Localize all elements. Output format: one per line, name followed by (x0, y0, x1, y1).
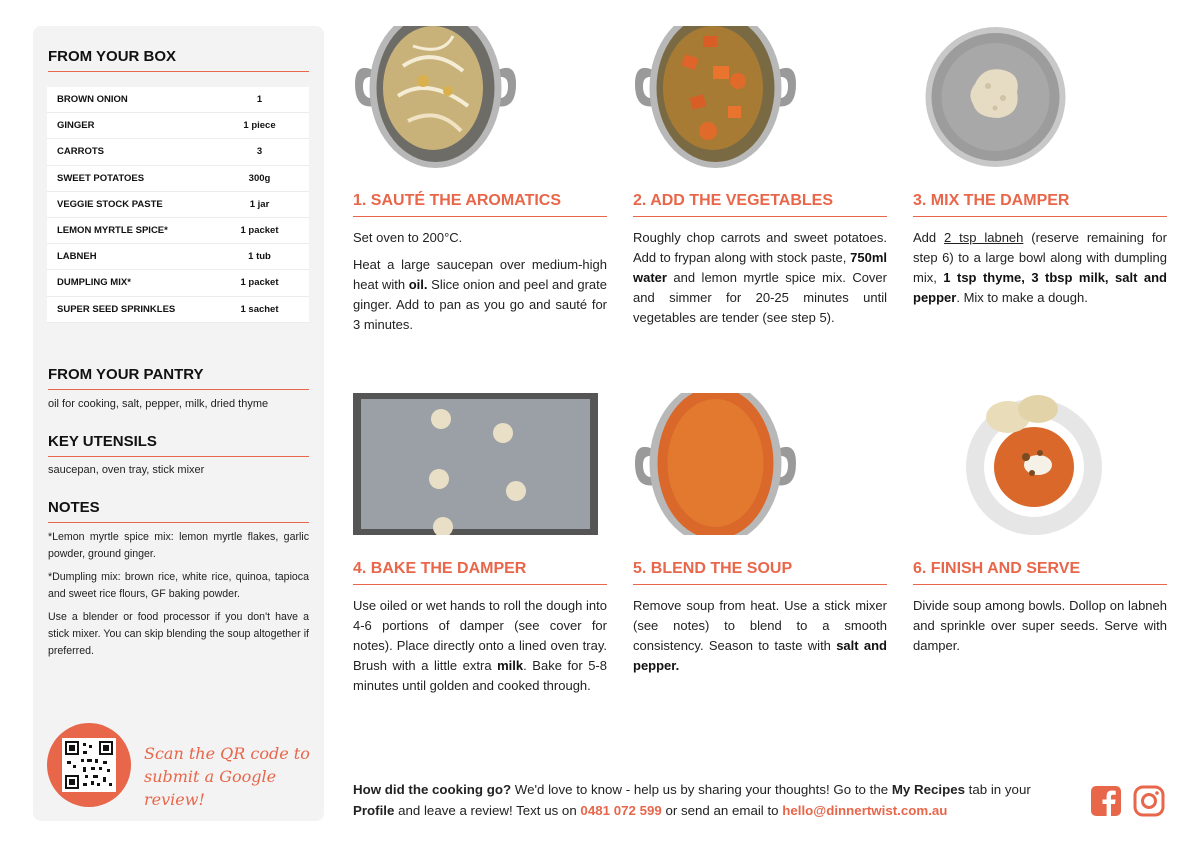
step2-text-a: Roughly chop carrots and sweet potatoes. Add to frypan along with stock paste, (633, 230, 887, 265)
step2-image (633, 26, 798, 168)
pantry-text: oil for cooking, salt, pepper, milk, dried thyme (48, 398, 269, 410)
step2-text (633, 228, 887, 335)
ingredient-name: BROWN ONION (57, 94, 128, 106)
footer-text-2: tab in your (964, 782, 1031, 797)
pantry-title: FROM YOUR PANTRY (48, 366, 309, 390)
ingredient-qty: 1 piece (243, 120, 276, 132)
step2-text-bold: 750ml water (633, 250, 887, 285)
table-row (47, 192, 309, 218)
utensils-title: KEY UTENSILS (48, 433, 309, 457)
qr-caption (144, 742, 314, 811)
step4-title: 4. BAKE THE DAMPER (353, 560, 607, 585)
note-item: *Lemon myrtle spice mix: lemon myrtle flakes, garlic powder, ground ginger. (48, 531, 309, 560)
step3-text-underline: 2 tsp labneh (944, 230, 1024, 245)
table-row (47, 113, 309, 139)
step3-title: 3. MIX THE DAMPER (913, 192, 1167, 217)
ingredient-qty: 1 packet (240, 277, 279, 289)
step6-image (958, 393, 1110, 535)
notes-list (48, 529, 309, 666)
qr-badge[interactable] (47, 723, 131, 807)
step1-text-bold: oil. (408, 277, 428, 292)
qr-code[interactable] (62, 738, 116, 792)
step4-text-bold: milk (497, 658, 524, 673)
step5-text-a: Remove soup from heat. Use a stick mixer (see notes) to blend to a smooth consistency. Season to taste with (633, 598, 887, 653)
step3-text-b: (reserve remaining for step 6) to a large bowl along with dumpling mix, (913, 230, 1167, 285)
step4-text-a: Use oiled or wet hands to roll the dough into 4-6 portions of damper (see cover for notes). Place directly onto a lined oven tray. Brush with a little extra (353, 598, 607, 673)
step1-image (353, 26, 518, 168)
step4-text-c: . Bake for 5-8 minutes until golden and cooked through. (353, 658, 607, 693)
from-box-title: FROM YOUR BOX (48, 48, 309, 72)
ingredient-qty: 1 tub (248, 251, 271, 263)
table-row (47, 270, 309, 296)
ingredient-qty: 1 (256, 94, 263, 106)
note-item: *Dumpling mix: brown rice, white rice, quinoa, tapioca and sweet rice flours, GF baking powder. (48, 571, 309, 600)
step4-image (353, 393, 598, 535)
step1-text-c: Slice onion and peel and grate ginger. Add to pan as you go and sauté for 3 minutes. (353, 277, 607, 332)
footer-text-4: or send an email to (661, 803, 783, 818)
table-row (47, 139, 309, 165)
step3-text-bold: 1 tsp thyme, 3 tbsp milk, salt and pepper (913, 270, 1167, 305)
table-row (47, 218, 309, 244)
ingredient-qty: 1 packet (240, 225, 279, 237)
ingredients-table (47, 87, 309, 323)
step5-text (633, 596, 887, 683)
table-row (47, 297, 309, 323)
step3-image (913, 26, 1078, 168)
footer-phone-link[interactable]: 0481 072 599 (580, 803, 662, 818)
facebook-icon[interactable] (1090, 785, 1122, 817)
qr-caption-line2: submit a Google review! (144, 767, 277, 809)
step3-text (913, 228, 1167, 315)
ingredient-qty: 300g (248, 172, 271, 184)
table-row (47, 166, 309, 192)
qr-caption-line1: Scan the QR code to (144, 744, 310, 763)
step5-image (633, 393, 798, 535)
ingredient-name: DUMPLING MIX* (57, 277, 131, 289)
footer-my-recipes: My Recipes (891, 782, 965, 797)
ingredient-qty: 3 (256, 146, 263, 158)
step4-text (353, 596, 607, 703)
step1-title: 1. SAUTÉ THE AROMATICS (353, 192, 607, 217)
ingredient-name: SWEET POTATOES (57, 172, 145, 184)
footer-text-1: We'd love to know - help us by sharing your thoughts! Go to the (511, 782, 892, 797)
ingredient-name: LEMON MYRTLE SPICE* (57, 225, 168, 237)
step1-text (353, 228, 607, 342)
footer-profile: Profile (353, 803, 395, 818)
utensils-text: saucepan, oven tray, stick mixer (48, 464, 205, 476)
sidebar (33, 26, 324, 821)
ingredient-qty: 1 sachet (240, 303, 279, 315)
footer-email-link[interactable]: hello@dinnertwist.com.au (782, 803, 948, 818)
step1-para2 (353, 255, 607, 335)
step6-text (913, 596, 1167, 663)
ingredient-name: CARROTS (57, 146, 104, 158)
step1-text-a: Heat a large saucepan over medium-high heat with (353, 257, 607, 292)
note-item: Use a blender or food processor if you don't have a stick mixer. You can skip blending the soup altogether if preferred. (48, 611, 309, 657)
ingredient-name: VEGGIE STOCK PASTE (57, 198, 163, 210)
feedback-footer (353, 779, 1073, 821)
ingredient-name: GINGER (57, 120, 95, 132)
table-row (47, 244, 309, 270)
footer-question: How did the cooking go? (353, 782, 512, 797)
notes-title: NOTES (48, 499, 309, 523)
step6-title: 6. FINISH AND SERVE (913, 560, 1167, 585)
instagram-icon[interactable] (1133, 785, 1165, 817)
step2-title: 2. ADD THE VEGETABLES (633, 192, 887, 217)
table-row (47, 87, 309, 113)
step3-text-d: . Mix to make a dough. (956, 290, 1088, 305)
step3-text-a: Add (913, 230, 945, 245)
step5-title: 5. BLEND THE SOUP (633, 560, 887, 585)
step5-text-bold: salt and pepper. (633, 638, 887, 673)
step1-para1: Set oven to 200°C. (353, 230, 463, 245)
step2-text-c: and lemon myrtle spice mix. Cover and simmer for 20-25 minutes until vegetables are tender (see step 5). (633, 270, 887, 325)
ingredient-qty: 1 jar (249, 198, 270, 210)
ingredient-name: SUPER SEED SPRINKLES (57, 303, 176, 315)
ingredient-name: LABNEH (57, 251, 97, 263)
footer-text-3: and leave a review! Text us on (394, 803, 581, 818)
step6-para: Divide soup among bowls. Dollop on labneh and sprinkle over super seeds. Serve with damper. (913, 598, 1167, 653)
